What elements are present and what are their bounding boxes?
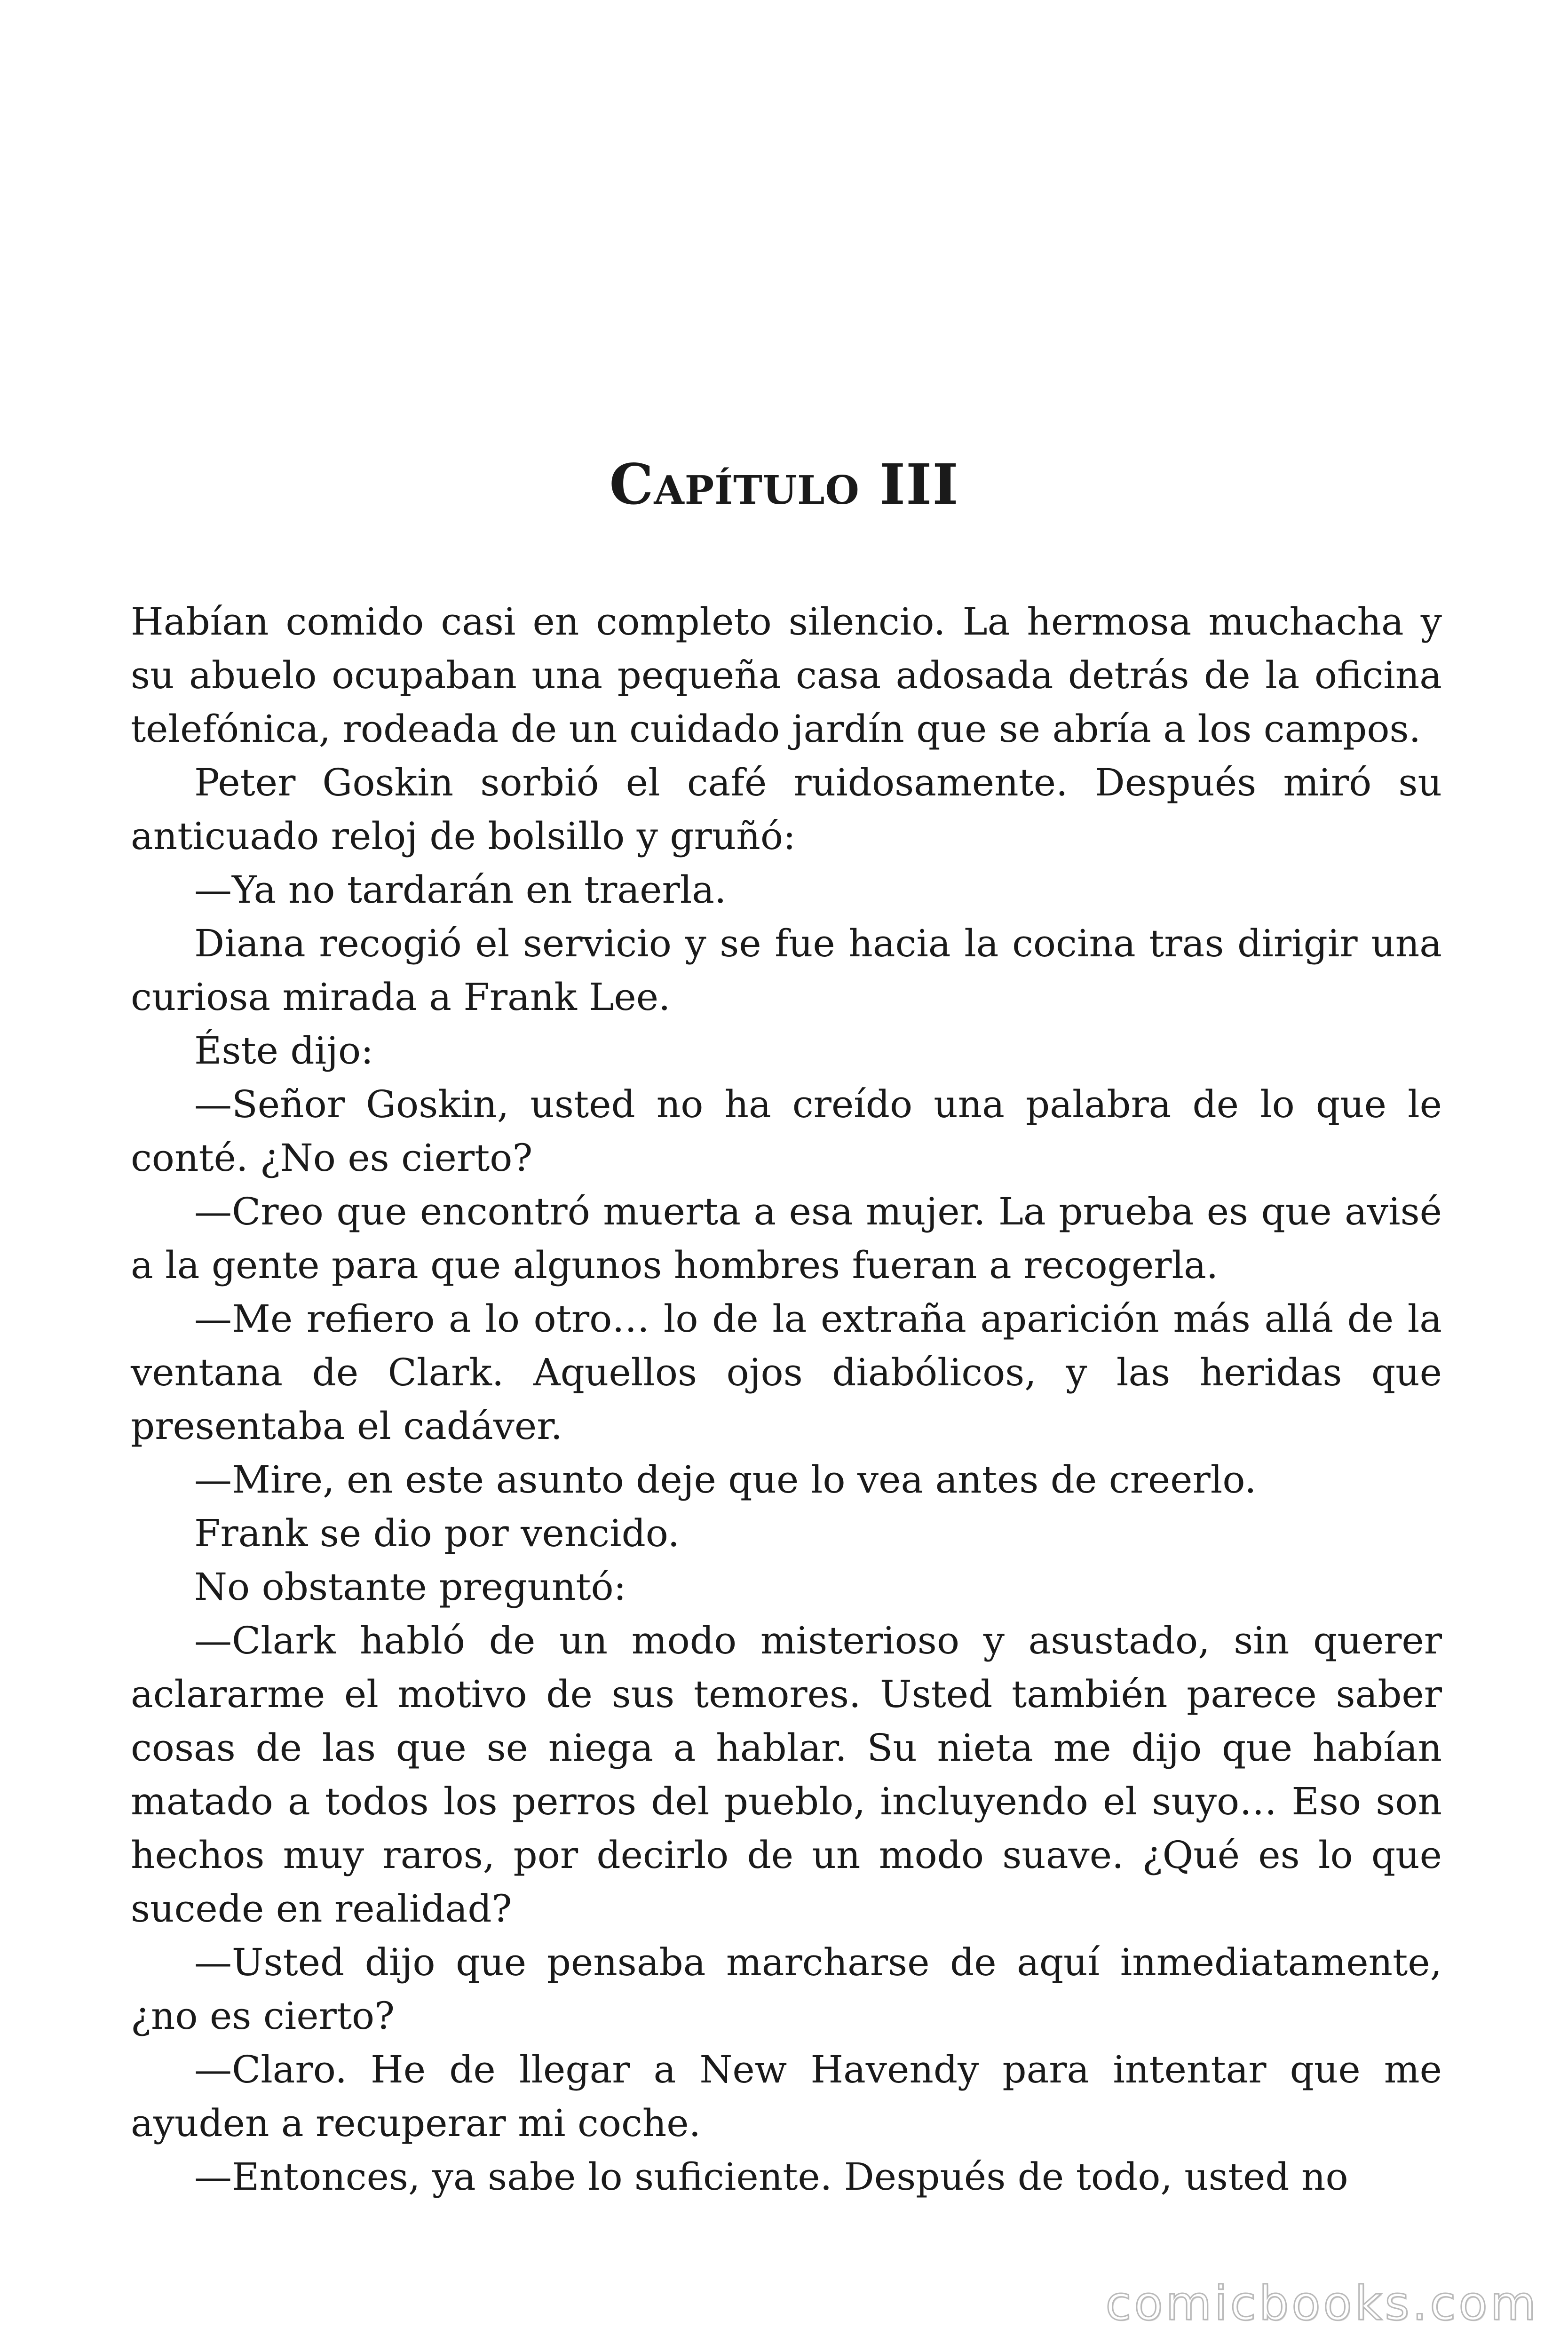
paragraph: No obstante preguntó: xyxy=(194,1565,626,1609)
paragraph: —Entonces, ya sabe lo suficiente. Después de todo, usted no xyxy=(194,2155,1348,2199)
paragraph: Diana recogió el servicio y se fue hacia la cocina tras dirigir una curiosa mirada a Frank Lee. xyxy=(131,922,1442,1019)
paragraph: Habían comido casi en completo silencio. La hermosa muchacha y su abuelo ocupaban una pequeña casa adosada detrás de la oficina telefónica, rodeada de un cuidado jardín que se abría a los campos. xyxy=(131,600,1442,751)
paragraph: —Señor Goskin, usted no ha creído una palabra de lo que le conté. ¿No es cierto? xyxy=(131,1082,1442,1180)
paragraph: —Ya no tardarán en traerla. xyxy=(194,868,727,912)
chapter-title: Capítulo III xyxy=(609,452,959,517)
paragraph: Frank se dio por vencido. xyxy=(194,1511,680,1555)
watermark: comicbooks.com xyxy=(1105,2276,1539,2331)
paragraph: —Clark habló de un modo misterioso y asustado, sin querer aclararme el motivo de sus temores. Usted también parece saber cosas de las que se niega a hablar. Su nieta me dijo que habían matado a todos los perros del pueblo, incluyendo el suyo… Eso son hechos muy raros, por decirlo de un modo suave. ¿Qué es lo que sucede en realidad? xyxy=(131,1619,1442,1931)
chapter-body xyxy=(131,595,1442,2204)
paragraph: Éste dijo: xyxy=(194,1029,374,1073)
paragraph: —Claro. He de llegar a New Havendy para intentar que me ayuden a recuperar mi coche. xyxy=(131,2048,1442,2145)
paragraph: —Creo que encontró muerta a esa mujer. La prueba es que avisé a la gente para que algunos hombres fueran a recogerla. xyxy=(131,1190,1442,1287)
paragraph: Peter Goskin sorbió el café ruidosamente. Después miró su anticuado reloj de bolsillo y gruñó: xyxy=(131,761,1442,858)
paragraph: —Mire, en este asunto deje que lo vea antes de creerlo. xyxy=(194,1458,1257,1502)
paragraph: —Usted dijo que pensaba marcharse de aquí inmediatamente, ¿no es cierto? xyxy=(131,1940,1442,2038)
paragraph: —Me refiero a lo otro… lo de la extraña aparición más allá de la ventana de Clark. Aquellos ojos diabólicos, y las heridas que presentaba el cadáver. xyxy=(131,1297,1442,1448)
